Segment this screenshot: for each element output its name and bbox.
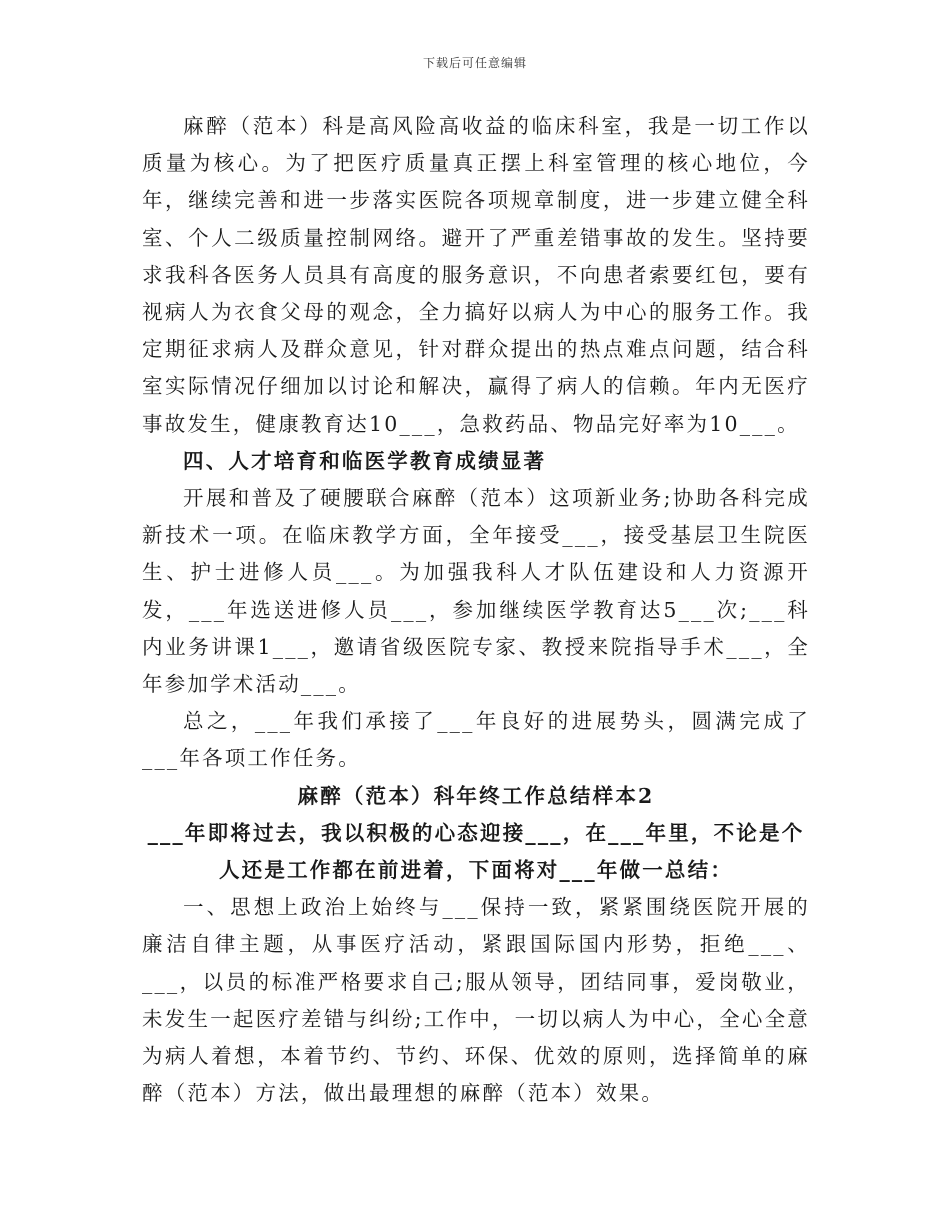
section-heading-talent: 四、人才培育和临医学教育成绩显著 xyxy=(183,448,547,473)
paragraph-talent: 开展和普及了硬腰联合麻醉（范本）这项新业务;协助各科完成新技术一项。在临床教学方面，全年接受___，接受基层卫生院医生、护士进修人员___。为加强我科人才队伍建设和人力资源开发，___年选送进修人员___，参加继续医学教育达5___次;___科内业务讲课1___，邀请省级医院专家、教授来院指导手术___，全年参加学术活动___。 xyxy=(142,486,810,697)
paragraph-political: 一、思想上政治上始终与___保持一致，紧紧围绕医院开展的廉洁自律主题，从事医疗活动，紧跟国际国内形势，拒绝___、___，以员的标准严格要求自己;服从领导，团结同事，爱岗敬业，未发生一起医疗差错与纠纷;工作中，一切以病人为中心，全心全意为病人着想，本着节约、节约、环保、优效的原则，选择简单的麻醉（范本）方法，做出最理想的麻醉（范本）效果。 xyxy=(142,895,810,1106)
header-note: 下载后可任意编辑 xyxy=(422,56,527,70)
paragraph-quality: 麻醉（范本）科是高风险高收益的临床科室，我是一切工作以质量为核心。为了把医疗质量真正摆上科室管理的核心地位，今年，继续完善和进一步落实医院各项规章制度，进一步建立健全科室、个人二级质量控制网络。避开了严重差错事故的发生。坚持要求我科各医务人员具有高度的服务意识，不向患者索要红包，要有视病人为衣食父母的观念，全力搞好以病人为中心的服务工作。我定期征求病人及群众意见，针对群众提出的热点难点问题，结合科室实际情况仔细加以讨论和解决，赢得了病人的信赖。年内无医疗事故发生，健康教育达10___，急救药品、物品完好率为10___。 xyxy=(142,114,810,436)
lead-line-1: ___年即将过去，我以积极的心态迎接___，在___年里，不论是个 xyxy=(147,820,805,845)
document-body xyxy=(142,108,810,1112)
lead-line-2: 人还是工作都在前进着，下面将对___年做一总结： xyxy=(218,858,734,883)
document-title-2: 麻醉（范本）科年终工作总结样本2 xyxy=(297,783,655,808)
paragraph-summary: 总之，___年我们承接了___年良好的进展势头，圆满完成了___年各项工作任务。 xyxy=(142,709,810,771)
